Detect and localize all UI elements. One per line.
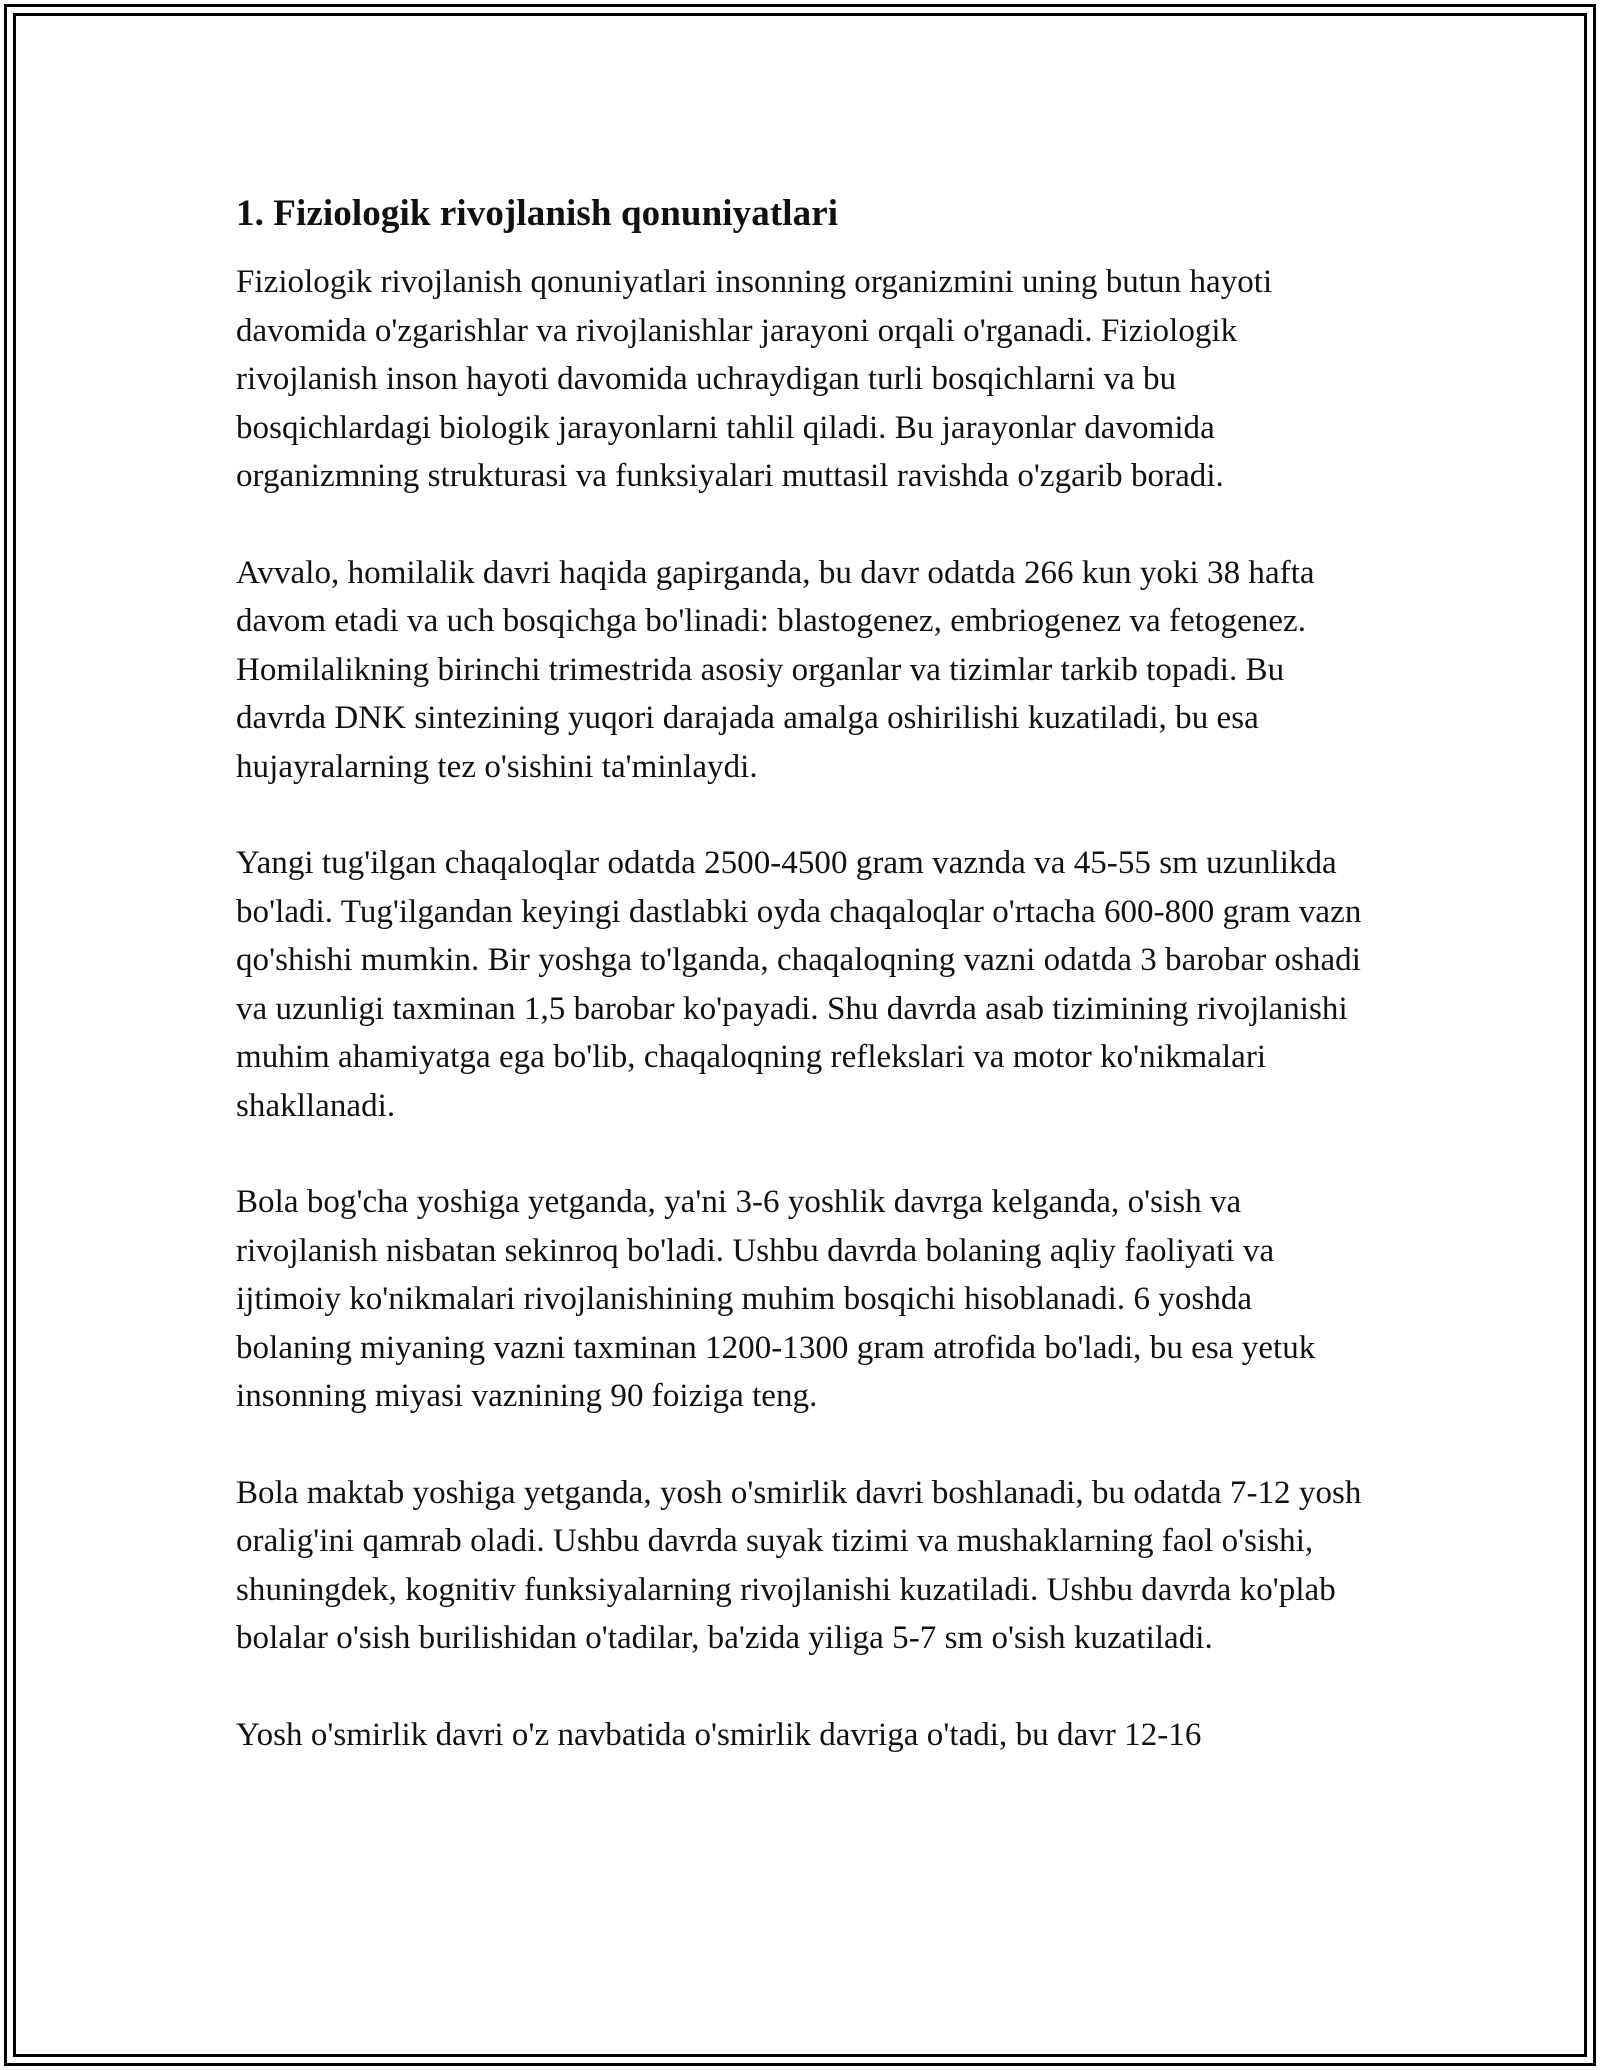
paragraph-school-age-period: Bola maktab yoshiga yetganda, yosh o'smirlik davri boshlanadi, bu odatda 7-12 yosh oralig'ini qamrab oladi. Ushbu davrda suyak tizimi va mushaklarning faol o'sishi, shuningdek, kognitiv funksiyalarning rivojlanishi kuzatiladi. Ushbu davrda ko'plab bolalar o'sish burilishidan o'tadilar, ba'zida yiliga 5-7 sm o'sish kuzatiladi. bbox=[236, 1474, 1362, 1656]
paragraph-preschool-period: Bola bog'cha yoshiga yetganda, ya'ni 3-6 yoshlik davrga kelganda, o'sish va rivojlanish nisbatan sekinroq bo'ladi. Ushbu davrda bolaning aqliy faoliyati va ijtimoiy ko'nikmalari rivojlanishining muhim bosqichi hisoblanadi. 6 yoshda bolaning miyaning vazni taxminan 1200-1300 gram atrofida bo'ladi, bu esa yetuk insonning miyasi vaznining 90 foiziga teng. bbox=[236, 1184, 1316, 1414]
paragraph-newborn-period: Yangi tug'ilgan chaqaloqlar odatda 2500-4500 gram vaznda va 45-55 sm uzunlikda bo'ladi. Tug'ilgandan keyingi dastlabki oyda chaqaloqlar o'rtacha 600-800 gram vazn qo'shishi mumkin. Bir yoshga to'lganda, chaqaloqning vazni odatda 3 barobar oshadi va uzunligi taxminan 1,5 barobar ko'payadi. Shu davrda asab tizimining rivojlanishi muhim ahamiyatga ega bo'lib, chaqaloqning reflekslari va motor ko'nikmalari shakllanadi. bbox=[236, 845, 1362, 1124]
document-body bbox=[236, 188, 1376, 1807]
paragraph-prenatal-period: Avvalo, homilalik davri haqida gapirganda, bu davr odatda 266 kun yoki 38 hafta davom etadi va uch bosqichga bo'linadi: blastogenez, embriogenez va fetogenez. Homilalikning birinchi trimestrida asosiy organlar va tizimlar tarkib topadi. Bu davrda DNK sintezining yuqori darajada amalga oshirilishi kuzatiladi, bu esa hujayralarning tez o'sishini ta'minlaydi. bbox=[236, 554, 1315, 785]
paragraph-intro: Fiziologik rivojlanish qonuniyatlari insonning organizmini uning butun hayoti davomida o'zgarishlar va rivojlanishlar jarayoni orqali o'rganadi. Fiziologik rivojlanish inson hayoti davomida uchraydigan turli bosqichlarni va bu bosqichlardagi biologik jarayonlarni tahlil qiladi. Bu jarayonlar davomida organizmning strukturasi va funksiyalari muttasil ravishda o'zgarib boradi. bbox=[236, 264, 1273, 494]
section-heading: 1. Fiziologik rivojlanish qonuniyatlari bbox=[236, 193, 839, 234]
paragraph-adolescence-period: Yosh o'smirlik davri o'z navbatida o'smirlik davriga o'tadi, bu davr 12-16 bbox=[236, 1716, 1202, 1753]
